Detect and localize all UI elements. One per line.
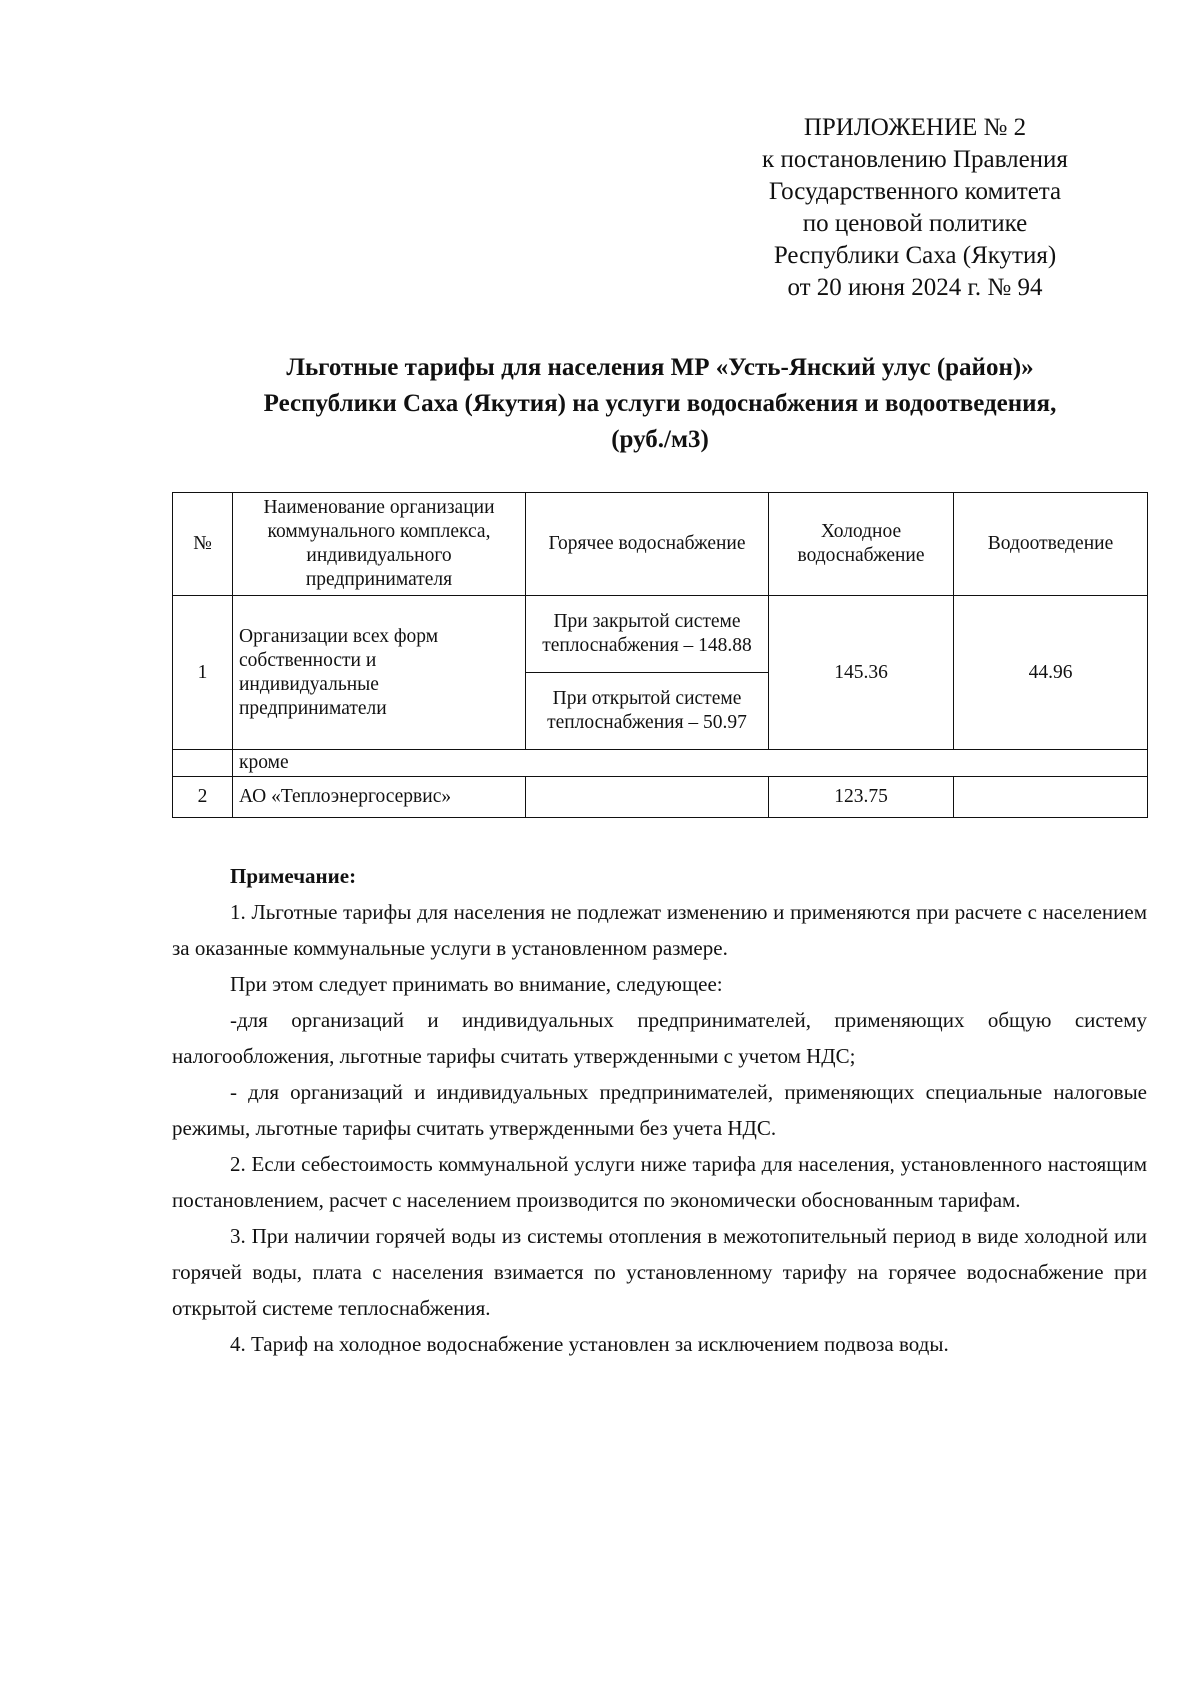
row2-cold-water: 123.75 (769, 777, 954, 818)
row1-hot-open: При открытой системе теплоснабжения – 50.97 (547, 688, 747, 733)
appendix-line: Государственного комитета (768, 178, 1062, 205)
row1-org: Организации всех форм собственности и индивидуальные предприниматели (233, 596, 526, 750)
appendix-line: по ценовой политике (802, 210, 1028, 237)
title-line: (руб./м3) (611, 426, 709, 453)
table-row (173, 777, 1148, 818)
document-title (160, 350, 1160, 458)
row2-hot-water (526, 777, 769, 818)
except-num (173, 750, 233, 777)
appendix-line: к постановлению Правления (762, 146, 1068, 173)
note-paragraph: -для организаций и индивидуальных предпринимателей, применяющих общую систему налогообложения, льготные тарифы считать утвержденными с учетом НДС; (172, 1008, 1147, 1068)
row1-cold-water: 145.36 (769, 596, 954, 750)
row2-num: 2 (173, 777, 233, 818)
appendix-line: ПРИЛОЖЕНИЕ № 2 (803, 114, 1027, 141)
row1-hot-water (526, 596, 769, 750)
note-paragraph: 3. При наличии горячей воды из системы отопления в межотопительный период в виде холодной или горячей воды, плата с населения взимается по установленному тарифу на горячее водоснабжение при открытой системе теплоснабжения. (172, 1224, 1147, 1320)
except-label: кроме (233, 750, 1148, 777)
table-row-except (173, 750, 1148, 777)
note-paragraph: 2. Если себестоимость коммунальной услуги ниже тарифа для населения, установленного настоящим постановлением, расчет с населением производится по экономически обоснованным тарифам. (172, 1152, 1147, 1212)
note-paragraph: При этом следует принимать во внимание, следующее: (230, 972, 723, 996)
table-row (173, 596, 1148, 750)
header-drainage: Водоотведение (954, 493, 1148, 596)
appendix-block (700, 112, 1130, 304)
title-line: Льготные тарифы для населения МР «Усть-Янский улус (район)» (286, 354, 1034, 381)
tariff-table (172, 492, 1148, 818)
row1-hot-closed: При закрытой системе теплоснабжения – 148.88 (526, 596, 768, 673)
row2-drainage (954, 777, 1148, 818)
row1-drainage: 44.96 (954, 596, 1148, 750)
notes-section (172, 858, 1147, 1362)
row1-num: 1 (173, 596, 233, 750)
row2-org: АО «Теплоэнергосервис» (233, 777, 526, 818)
table-header-row (173, 493, 1148, 596)
header-num: № (173, 493, 233, 596)
note-paragraph: 4. Тариф на холодное водоснабжение установлен за исключением подвоза воды. (230, 1332, 949, 1356)
appendix-line: от 20 июня 2024 г. № 94 (787, 274, 1043, 301)
note-paragraph: - для организаций и индивидуальных предпринимателей, применяющих специальные налоговые режимы, льготные тарифы считать утвержденными без учета НДС. (172, 1080, 1147, 1140)
header-cold-water: Холодное водоснабжение (769, 493, 954, 596)
title-line: Республики Саха (Якутия) на услуги водоснабжения и водоотведения, (263, 390, 1057, 417)
note-paragraph: 1. Льготные тарифы для населения не подлежат изменению и применяются при расчете с населением за оказанные коммунальные услуги в установленном размере. (172, 900, 1147, 960)
appendix-line: Республики Саха (Якутия) (773, 242, 1057, 269)
header-hot-water: Горячее водоснабжение (526, 493, 769, 596)
header-org: Наименование организации коммунального комплекса, индивидуального предпринимателя (233, 493, 526, 596)
notes-heading: Примечание: (230, 864, 357, 888)
